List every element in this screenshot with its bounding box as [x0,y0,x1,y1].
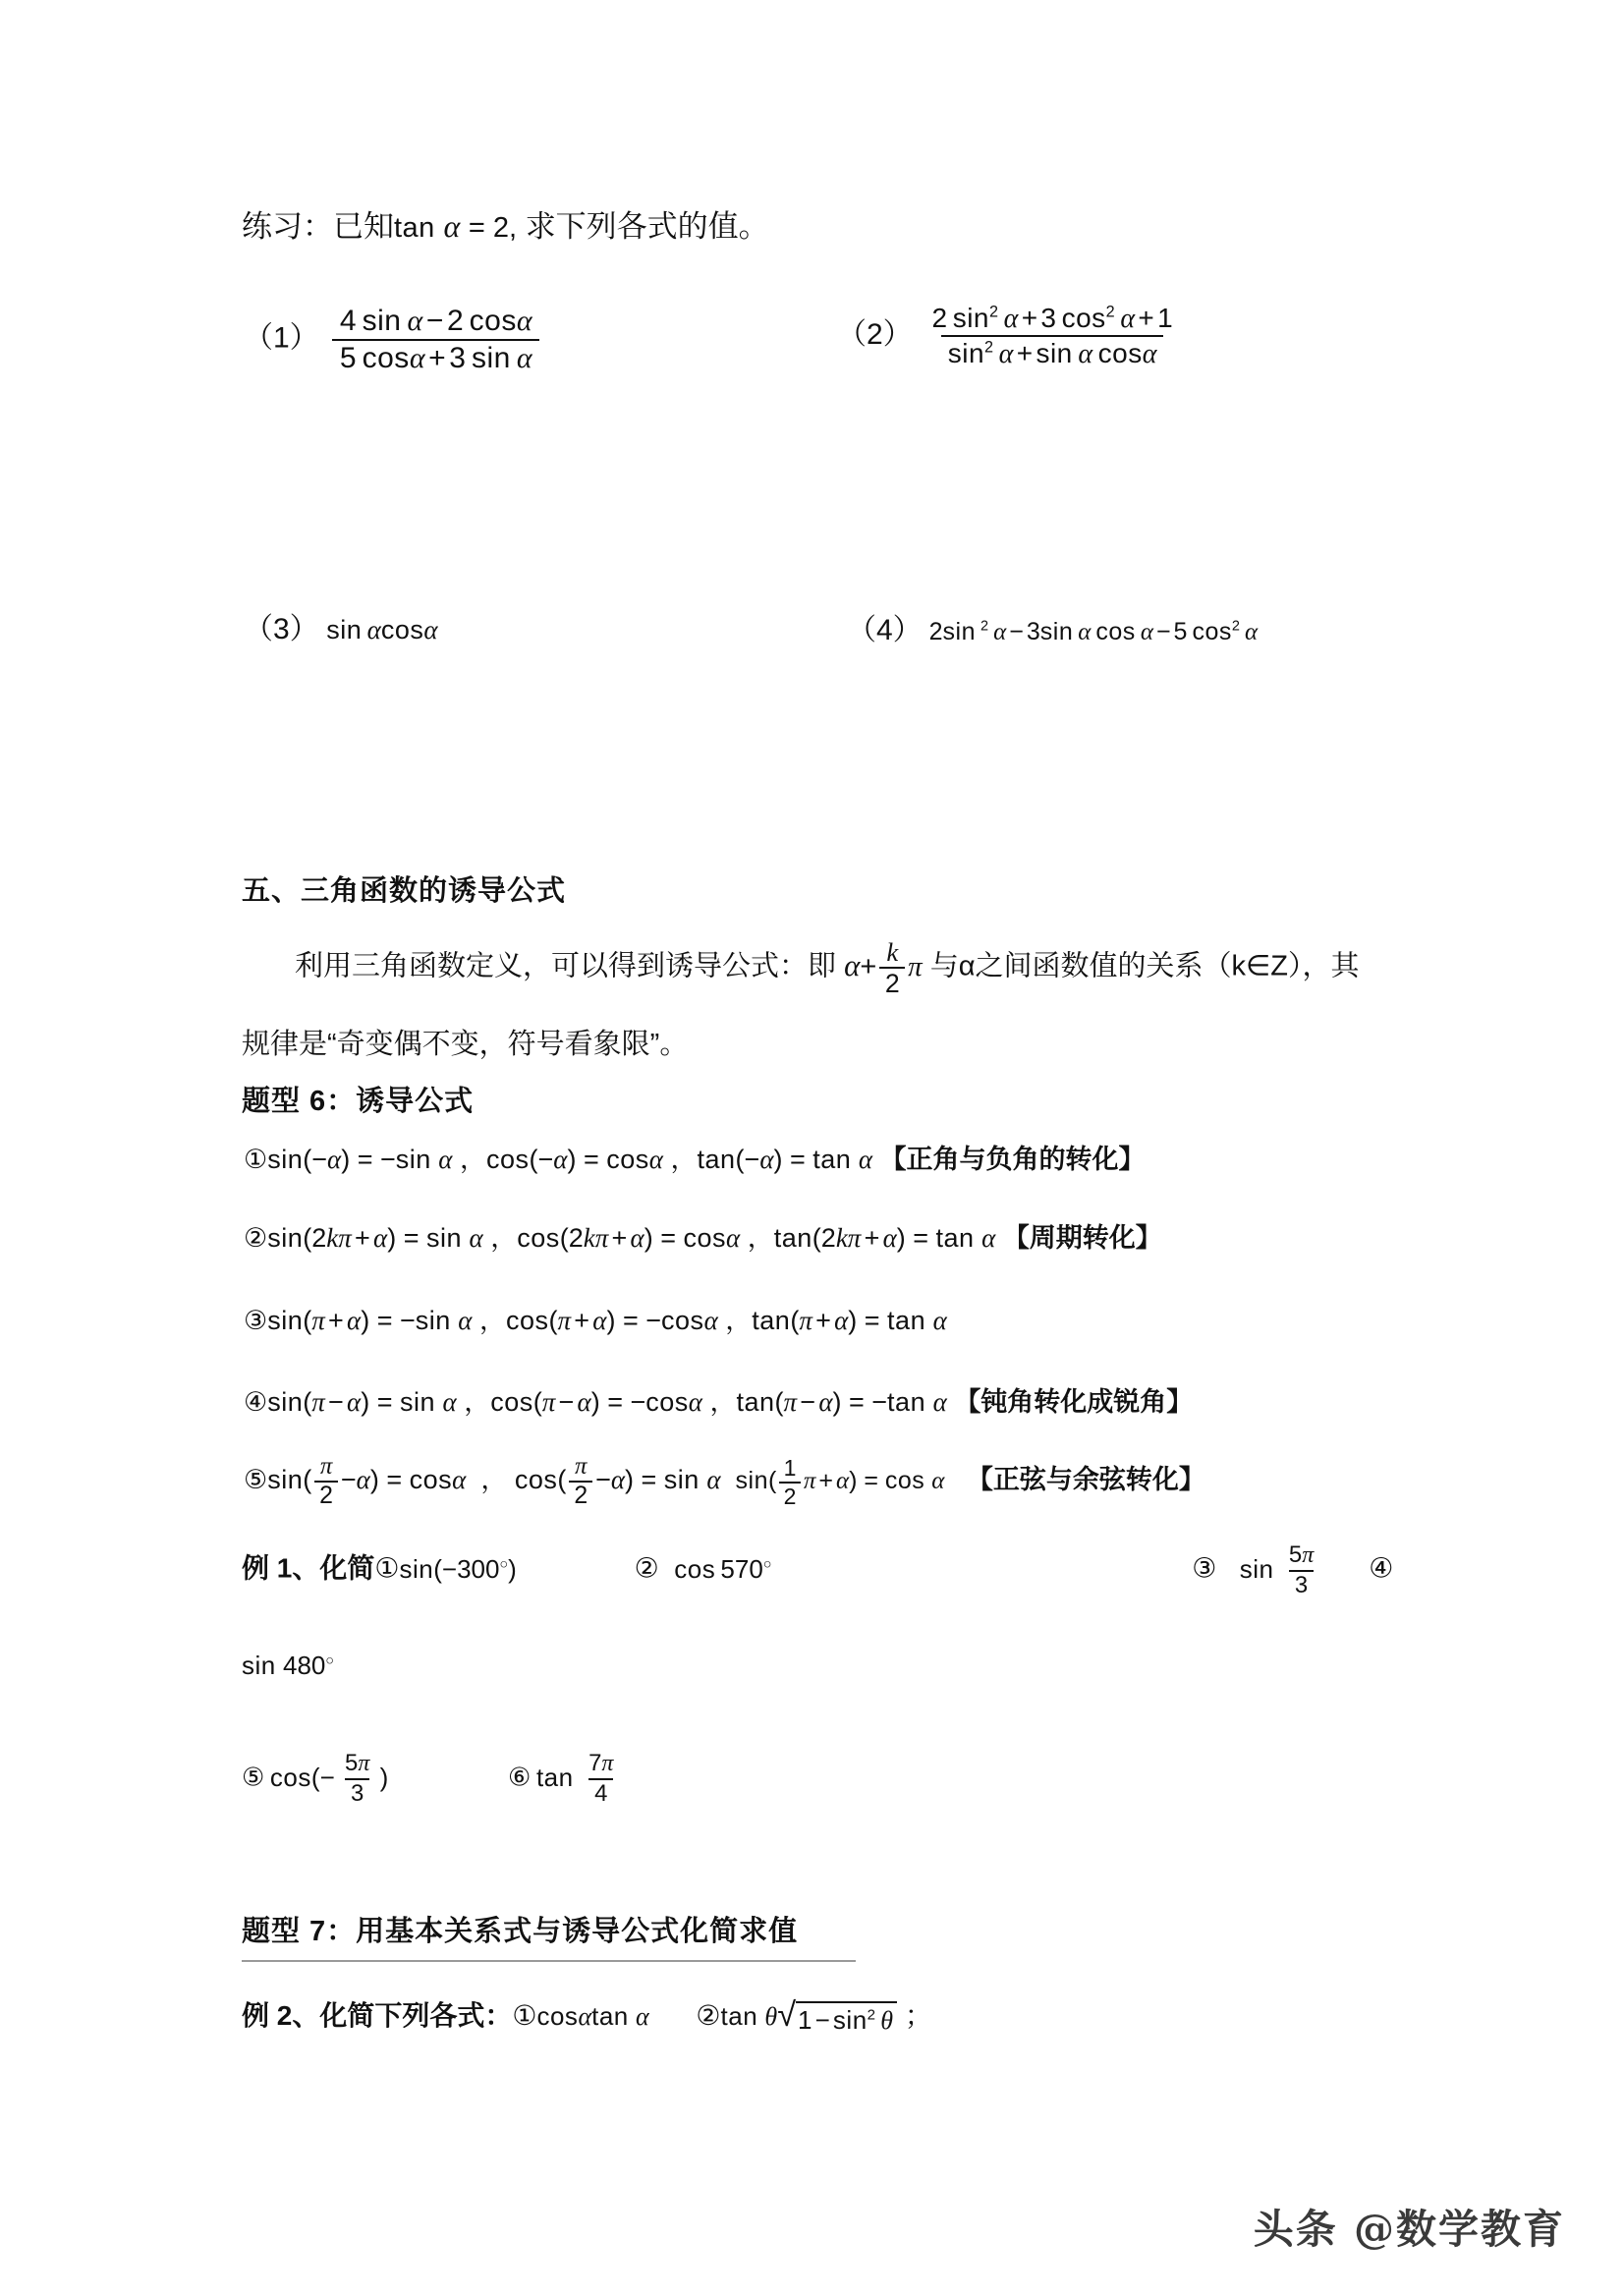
type7-heading-underline [242,1960,856,1962]
practice-item-2 [837,303,1185,370]
practice-item-4-label: （4） [847,614,923,646]
practice-item-1-numerator: 4 sin α − 2 cosα [339,305,532,337]
practice-item-1-label: （1） [244,321,319,355]
practice-item-1-denominator: 5 cosα + 3 sin α [332,339,539,375]
example1-line3 [242,1751,624,1808]
example2-item-2-index: ② [696,1999,721,2032]
type6-formula-4-note: 【钝角转化成锐角】 [954,1387,1194,1417]
example1-item-4-index: ④ [1369,1551,1394,1585]
type6-formula-2-part-1: sin(2kπ + α) = sin α [267,1223,483,1253]
example1-item-5-index: ⑤ [242,1763,265,1793]
type7-heading: 题型 7：用基本关系式与诱导公式化简求值 [242,1916,799,1947]
section5-heading: 五、三角函数的诱导公式 [242,875,567,907]
type6-formula-1-index: ① [244,1145,268,1175]
practice-item-4-expression: 2sin $^2$ α − 3sin α cos α − 5 $\cos^2 \alpha$ [928,618,1259,645]
section5-pi: π [908,950,923,982]
section5-2: 2 [879,967,905,997]
type6-formula-4-index: ④ [244,1387,268,1418]
example2-item-1-index: ① [512,1999,537,2032]
example2-trailing: ； [904,2000,932,2031]
example1-line1 [242,1542,1393,1599]
type6-formula-3-part-3: tan(π + α) = tan α [752,1306,947,1335]
type6-formula-4-part-3: tan(π − α) = −tan α [736,1387,947,1417]
type6-formula-4: ④sin(π − α) = sin α ，cos(π − α) = −cosα ，tan(π − α) = −tan α 【钝角转化成锐角】 [244,1387,1194,1418]
type6-formula-3-part-2: cos(π + α) = −cosα [505,1306,718,1335]
example1-item-2-index: ② [634,1551,659,1585]
type6-formula-3: ③sin(π + α) = −sin α ，cos(π + α) = −cosα ，tan(π + α) = tan α [244,1306,947,1336]
type6-formula-5: ⑤sin( $\frac{\pi}{2}$ −α) = cosα ， cos( $\frac{\pi}{2}$ −α) = sin α sin( $\frac{1}{2}$ π + α) = cos α 【正弦与余弦转化】 [244,1453,1205,1510]
section5-plus: + [860,950,877,982]
type6-formula-5-index: ⑤ [244,1465,268,1496]
practice-item-1-fraction [332,305,539,374]
practice-prompt-var: α [443,208,461,244]
example1-label: 例 1、化简 [242,1552,375,1584]
type6-formula-2-note: 【周期转化】 [1002,1223,1162,1253]
section5-paragraph-text1: 利用三角函数定义，可以得到诱导公式：即 [295,950,837,982]
type6-formula-1-part-1: sin(−α) = −sin α [267,1145,453,1174]
type6-formula-3-part-1: sin(π + α) = −sin α [267,1306,473,1335]
example1-item-4-expr: sin 480○ [242,1651,335,1680]
type6-formula-2-part-2: cos(2kπ + α) = cosα [517,1223,741,1253]
type6-heading: 题型 6：诱导公式 [242,1086,475,1117]
practice-item-3-expression: sin αcosα [326,615,438,644]
example2-line [242,1994,932,2036]
practice-prompt-eq: = 2, [468,212,518,244]
example1-item-3-expr: sin $\frac{5\pi}{3}$ [1239,1541,1315,1598]
practice-item-3-label: （3） [244,613,319,645]
example2-item-1-expr: cosαtan α [536,2001,649,2031]
practice-prompt-fn: tan [394,212,435,244]
section5-alpha: α [844,947,861,982]
practice-item-2-denominator: $\sin^2 \alpha + \sin \alpha$ cosα [941,335,1164,369]
type6-formula-1-note: 【正角与负角的转化】 [879,1145,1146,1174]
type6-formula-2-part-3: tan(2kπ + α) = tan α [773,1223,996,1253]
type6-formula-4-part-1: sin(π − α) = sin α [267,1387,457,1417]
type6-formula-2-index: ② [244,1223,268,1254]
type6-formula-4-part-2: cos(π − α) = −cosα [490,1387,702,1417]
type6-formula-2: ②sin(2kπ + α) = sin α ，cos(2kπ + α) = cosα ，tan(2kπ + α) = tan α 【周期转化】 [244,1223,1162,1254]
example1-item-5-expr: cos(− $\frac{5\pi}{3}$ ) [269,1750,389,1807]
practice-prompt-prefix: 练习：已知 [242,209,394,244]
section5-paragraph-text2: 与α之间函数值的关系（k∈Z），其 [929,950,1360,982]
practice-item-1 [244,305,545,374]
type6-formula-1: ①sin(−α) = −sin α ，cos(−α) = cosα ，tan(−α) = tan α 【正角与负角的转化】 [244,1145,1146,1175]
type6-formula-3-index: ③ [244,1306,268,1336]
type6-formula-5-part-3: sin( $\frac{1}{2}$ π + α) = cos α [735,1455,945,1509]
section5-k: k [886,937,899,967]
example1-item-3-index: ③ [1192,1551,1217,1585]
practice-item-4 [847,605,1258,648]
practice-item-2-label: （2） [837,317,913,351]
type6-formula-5-part-1: sin( $\frac{\pi}{2}$ −α) = cosα [267,1453,467,1510]
practice-item-3 [244,604,438,647]
watermark: 头条 @数学教育 [1253,2206,1565,2253]
type6-formula-5-part-2: cos( $\frac{\pi}{2}$ −α) = sin α [514,1453,721,1510]
example1-item-1-index: ① [374,1551,400,1585]
example2-label: 例 2、化简下列各式： [242,2000,513,2031]
practice-item-2-fraction [925,303,1180,370]
section5-paragraph-line2: 规律是“奇变偶不变，符号看象限”。 [242,1029,689,1060]
practice-prompt-suffix: 求下列各式的值。 [525,209,769,244]
section5-k-over-2 [879,938,905,997]
practice-prompt [242,201,769,246]
section5-paragraph-formula [836,937,930,999]
type6-formula-1-part-3: tan(−α) = tan α [697,1145,873,1174]
practice-item-2-numerator: 2 $\sin^2 \alpha + 3$ $\cos^2 \alpha + 1$ [931,303,1173,334]
example2-item-2-expr: tan θ √ $1 - \sin^2 \theta$ [721,2001,898,2031]
type6-formula-1-part-2: cos(−α) = cosα [485,1145,663,1174]
example1-item-2-expr: cos 570○ [674,1553,772,1584]
example1-item-6-index: ⑥ [508,1763,532,1793]
example1-item-6-expr: tan $\frac{7\pi}{4}$ [535,1750,614,1807]
type6-formula-5-note: 【正弦与余弦转化】 [966,1465,1205,1495]
section5-paragraph-line1 [295,938,1360,997]
example1-item-1-expr: sin(−300○) [399,1553,517,1584]
